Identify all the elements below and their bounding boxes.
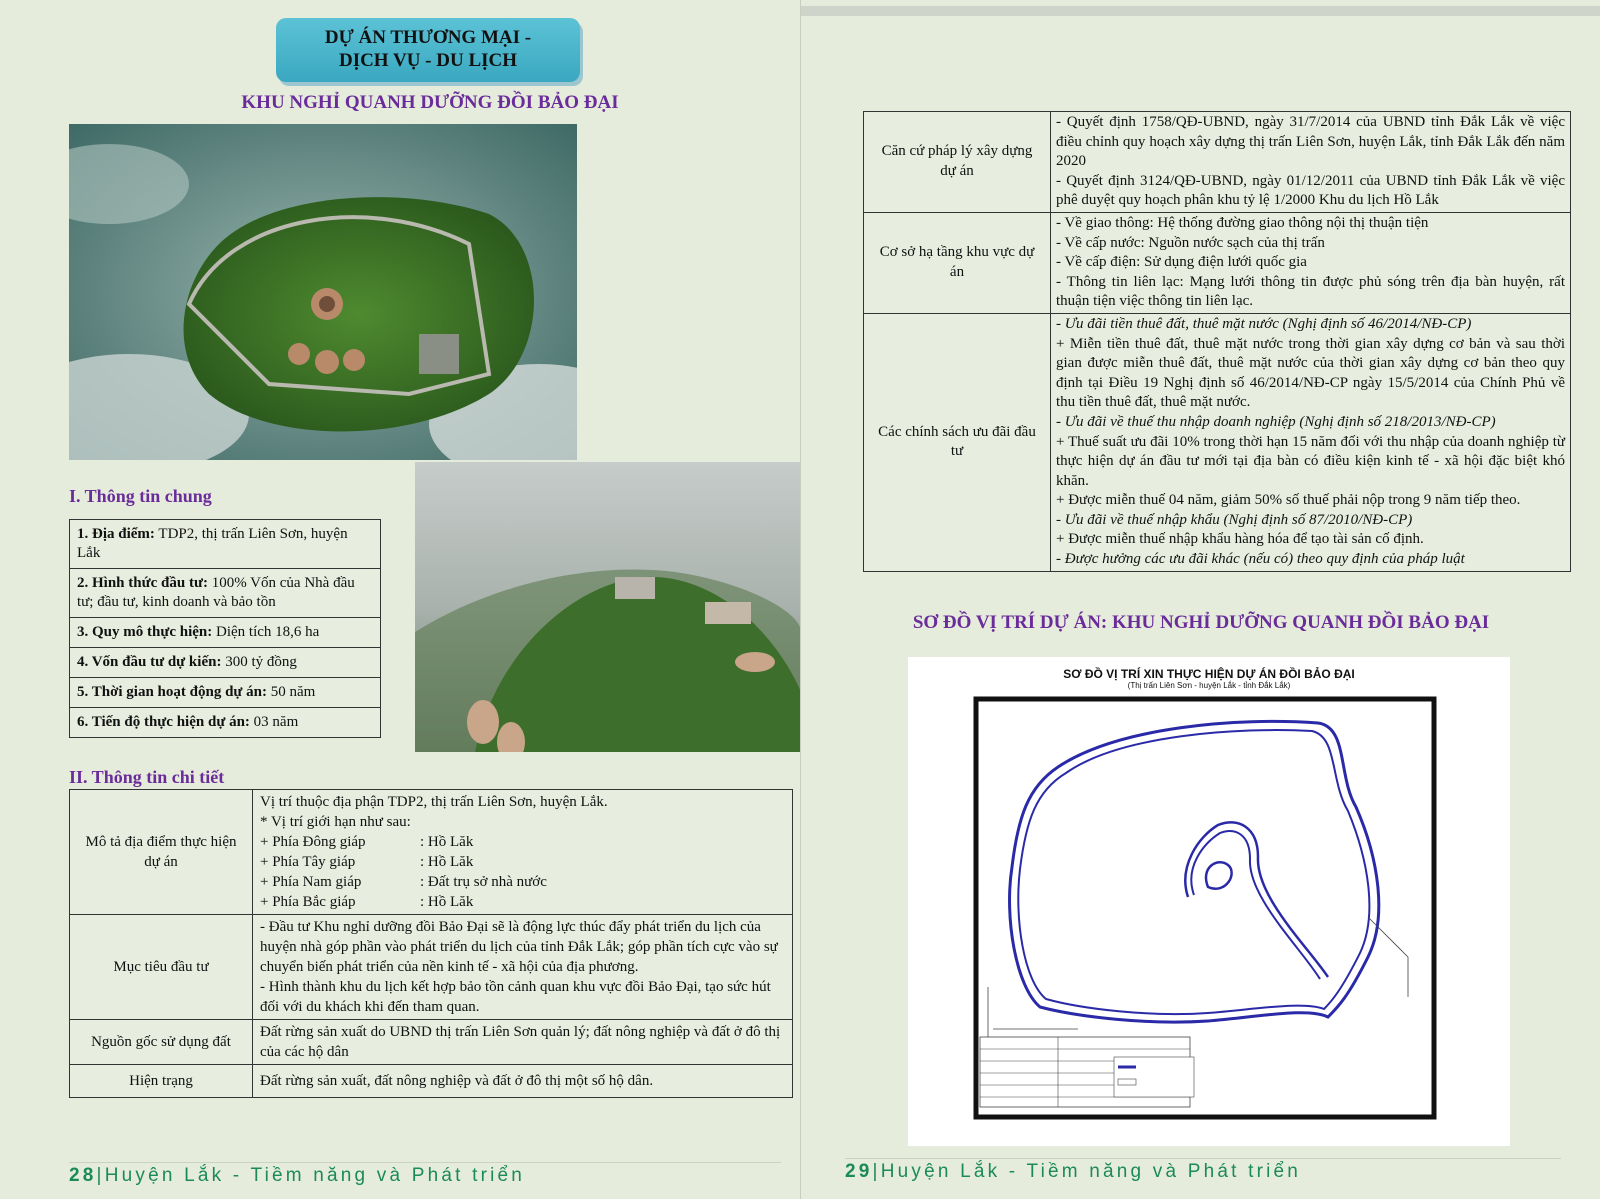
table-row [70, 569, 381, 618]
map-heading: SƠ ĐỒ VỊ TRÍ DỰ ÁN: KHU NGHỈ DƯỠNG QUANH ĐỒI BẢO ĐẠI [912, 612, 1490, 633]
goal-label: Mục tiêu đầu tư [70, 915, 253, 1020]
footer-rule [69, 1162, 781, 1163]
table-row [864, 112, 1571, 213]
location-line: Vị trí thuộc địa phận TDP2, thị trấn Liên Sơn, huyện Lắk. [260, 794, 608, 810]
page-top-edge [801, 6, 1600, 16]
table-row [864, 313, 1571, 571]
infra-cell [1051, 212, 1571, 313]
aerial-photo-resort [69, 124, 577, 460]
policy-line: - Ưu đãi tiền thuê đất, thuê mặt nước (Nghị định số 46/2014/NĐ-CP) [1056, 315, 1472, 332]
row-key: 1. Địa điểm: [77, 526, 155, 542]
page-footer: 29|Huyện Lắk - Tiềm năng và Phát triển [845, 1161, 1302, 1182]
location-label: Mô tả địa điểm thực hiện dự án [70, 790, 253, 915]
table-row [70, 915, 793, 1020]
row-key: 3. Quy mô thực hiện: [77, 624, 213, 640]
map-drawing [908, 657, 1510, 1146]
footer-text: Huyện Lắk - Tiềm năng và Phát triển [880, 1161, 1302, 1182]
land-value: Đất rừng sản xuất do UBND thị trấn Liên Sơn quản lý; đất nông nghiệp và đất ở đô thị của các hộ dân [253, 1020, 793, 1065]
boundary-side: + Phía Tây giáp [260, 854, 356, 870]
status-value: Đất rừng sản xuất, đất nông nghiệp và đất ở đô thị một số hộ dân. [253, 1065, 793, 1098]
policy-line: - Được hưởng các ưu đãi khác (nếu có) theo quy định của pháp luật [1056, 551, 1465, 568]
map-subtitle: (Thị trấn Liên Sơn - huyện Lắk - tỉnh Đắk Lắk) [1127, 681, 1291, 690]
legal-line: - Quyết định 3124/QĐ-UBND, ngày 01/12/2011 của UBND tỉnh Đắk Lắk về việc phê duyệt quy hoạch phân khu tỷ lệ 1/2000 Khu du lịch Hồ Lắk [1056, 172, 1565, 209]
map-title: SƠ ĐỒ VỊ TRÍ XIN THỰC HIỆN DỰ ÁN ĐỒI BẢO ĐẠI [1063, 667, 1355, 681]
boundary-side: + Phía Nam giáp [260, 874, 362, 890]
detail-info-table [69, 789, 793, 1098]
page-footer: 28|Huyện Lắk - Tiềm năng và Phát triển [69, 1165, 526, 1186]
right-page [800, 0, 1600, 1199]
boundary-value: : Hồ Lăk [420, 894, 474, 910]
boundary-value: : Hồ Lăk [420, 834, 474, 850]
goal-cell [253, 915, 793, 1020]
table-row [70, 648, 381, 678]
table-row [70, 618, 381, 648]
table-row [70, 790, 793, 915]
location-line: * Vị trí giới hạn như sau: [260, 814, 411, 830]
section-general-heading: I. Thông tin chung [69, 486, 212, 506]
boundary-row [260, 892, 785, 912]
footer-text: Huyện Lắk - Tiềm năng và Phát triển [104, 1165, 526, 1186]
footer-rule [845, 1158, 1561, 1159]
boundary-side: + Phía Bắc giáp [260, 894, 356, 910]
table-row [70, 708, 381, 738]
status-label: Hiện trạng [70, 1065, 253, 1098]
table-row [70, 1020, 793, 1065]
goal-line: - Đầu tư Khu nghỉ dưỡng đồi Bảo Đại sẽ là động lực thúc đẩy phát triển du lịch của huyện nhà góp phần vào phát triển du lịch của tỉnh Đắk Lắk; góp phần tích cực vào sự chuyển biến phát triển của nền kinh tế - xã hội của địa phương. [260, 919, 778, 975]
infra-line: - Thông tin liên lạc: Mạng lưới thông tin được phủ sóng trên địa bàn huyện, rất thuận tiện việc thông tin liên lạc. [1056, 273, 1565, 310]
location-map [908, 657, 1510, 1146]
legal-line: - Quyết định 1758/QĐ-UBND, ngày 31/7/2014 của UBND tỉnh Đắk Lắk về việc điều chỉnh quy hoạch xây dựng thị trấn Liên Sơn, huyện Lắk, tỉnh Đắk Lắk đến năm 2020 [1056, 114, 1565, 170]
section-detail-heading: II. Thông tin chi tiết [69, 767, 225, 787]
policy-cell [1051, 313, 1571, 571]
project-title: KHU NGHỈ QUANH DƯỠNG ĐỒI BẢO ĐẠI [241, 92, 619, 113]
row-key: 5. Thời gian hoạt động dự án: [77, 684, 268, 700]
infra-line: - Về cấp điện: Sử dụng điện lưới quốc gia [1056, 254, 1307, 271]
table-row [70, 678, 381, 708]
legal-label: Căn cứ pháp lý xây dựng dự án [864, 112, 1051, 213]
boundary-row [260, 872, 785, 892]
table-row [864, 212, 1571, 313]
row-value: Diện tích 18,6 ha [212, 624, 320, 640]
infra-line: - Về cấp nước: Nguồn nước sạch của thị trấn [1056, 234, 1325, 251]
policy-line: - Ưu đãi về thuế nhập khẩu (Nghị định số 87/2010/NĐ-CP) [1056, 511, 1413, 528]
project-detail-table [863, 111, 1571, 572]
aerial-photo-villas [415, 462, 800, 752]
row-value: TDP2, thị trấn Liên Sơn, huyện Lắk [77, 526, 348, 561]
location-cell [253, 790, 793, 915]
policy-line: + Thuế suất ưu đãi 10% trong thời hạn 15 năm đối với thu nhập của doanh nghiệp từ thực hiện dự án đầu tư mới tại địa bàn có điều kiện kinh tế - xã hội đặc biệt khó khăn. [1056, 433, 1565, 489]
policy-label: Các chính sách ưu đãi đầu tư [864, 313, 1051, 571]
boundary-row [260, 832, 785, 852]
policy-line: + Được miễn thuế 04 năm, giảm 50% số thuế phải nộp trong 9 năm tiếp theo. [1056, 492, 1521, 509]
goal-line: - Hình thành khu du lịch kết hợp bảo tồn cảnh quan khu vực đồi Bảo Đại, tạo sức hút đối với du khách khi đến tham quan. [260, 979, 771, 1015]
legal-cell [1051, 112, 1571, 213]
policy-line: + Được miễn thuế nhập khẩu hàng hóa để tạo tài sản cố định. [1056, 531, 1424, 548]
row-value: 03 năm [249, 714, 299, 730]
boundary-row [260, 852, 785, 872]
row-key: 6. Tiến độ thực hiện dự án: [77, 714, 250, 730]
category-banner [276, 18, 580, 82]
table-row [70, 1065, 793, 1098]
boundary-side: + Phía Đông giáp [260, 834, 366, 850]
boundary-value: : Hồ Lăk [420, 854, 474, 870]
land-label: Nguồn gốc sử dụng đất [70, 1020, 253, 1065]
page-number: 29 [845, 1161, 873, 1182]
banner-line-2: DỊCH VỤ - DU LỊCH [338, 50, 518, 71]
row-key: 4. Vốn đầu tư dự kiến: [77, 654, 222, 670]
banner-line-1: DỰ ÁN THƯƠNG MẠI - [324, 27, 532, 48]
boundary-value: : Đất trụ sở nhà nước [420, 874, 547, 890]
row-value: 50 năm [267, 684, 316, 700]
general-info-table [69, 519, 381, 738]
row-value: 100% Vốn của Nhà đầu tư; đầu tư, kinh doanh và bảo tồn [77, 575, 355, 610]
policy-line: + Miễn tiền thuê đất, thuê mặt nước trong thời gian xây dựng cơ bản và sau thời gian được miễn thuê đất, thuê mặt nước của thời gian xây dựng cơ bản theo quy định tại Điều 19 Nghị định số 46/2014/NĐ-CP ngày 15/5/2014 của Chính Phủ về thu tiền thuê đất, thuê mặt nước. [1056, 335, 1565, 411]
page-number: 28 [69, 1165, 97, 1186]
table-row [70, 520, 381, 569]
policy-line: - Ưu đãi về thuế thu nhập doanh nghiệp (Nghị định số 218/2013/NĐ-CP) [1056, 413, 1496, 430]
row-key: 2. Hình thức đầu tư: [77, 575, 208, 591]
infra-line: - Về giao thông: Hệ thống đường giao thông nội thị thuận tiện [1056, 214, 1429, 231]
infra-label: Cơ sở hạ tầng khu vực dự án [864, 212, 1051, 313]
row-value: 300 tỷ đồng [221, 654, 297, 670]
